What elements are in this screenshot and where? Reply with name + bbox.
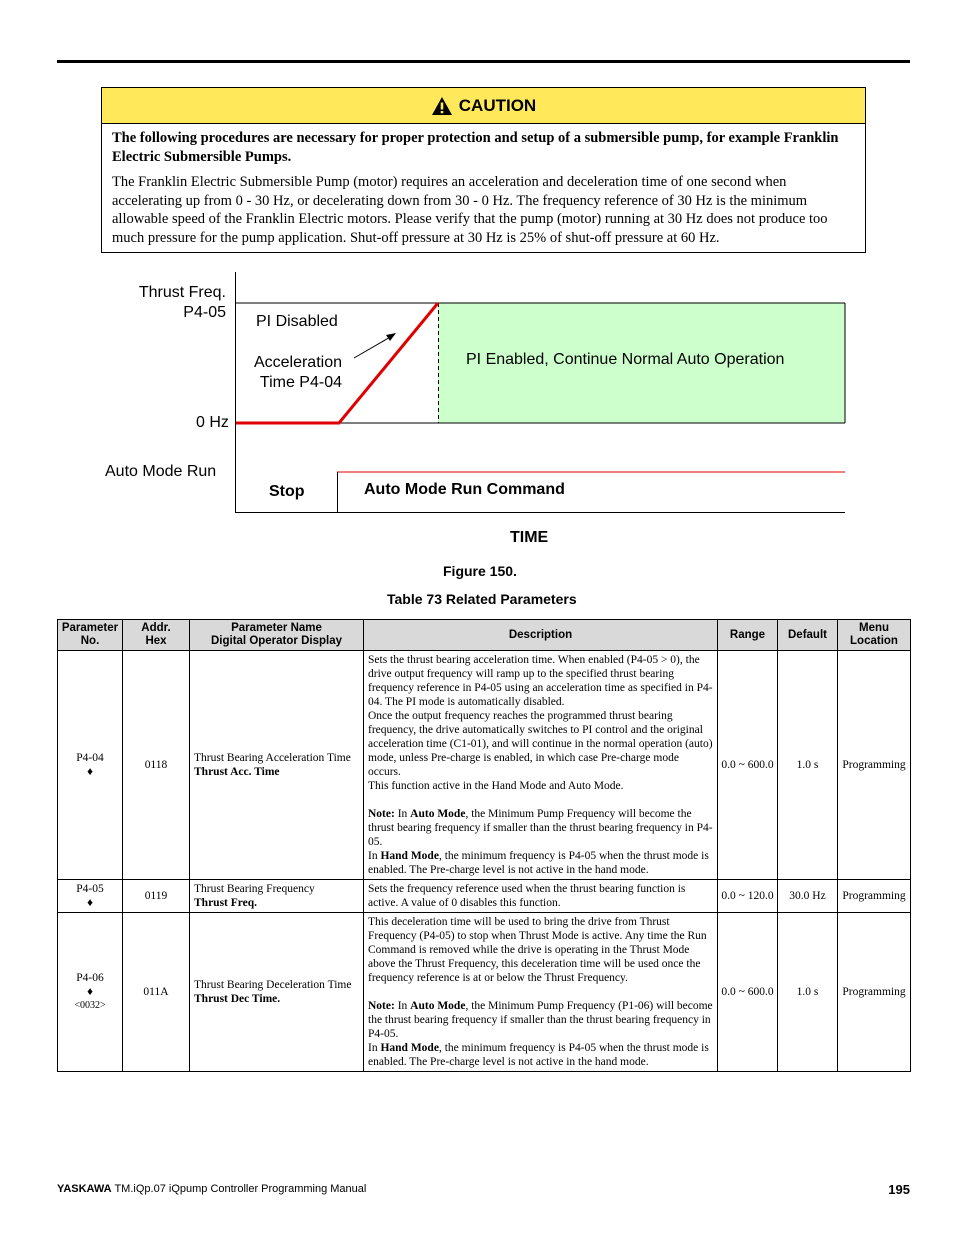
header-param-no: Parameter No. <box>58 620 123 651</box>
accel-time-label-line2: Time P4-04 <box>259 374 342 391</box>
param-no: P4-04 <box>76 752 104 764</box>
addr-cell: 011A <box>123 913 190 1072</box>
operator-display: Thrust Dec Time. <box>194 993 281 1005</box>
table-row <box>58 651 911 880</box>
param-name: Thrust Bearing Frequency <box>194 883 315 895</box>
auto-mode-run-label: Auto Mode Run <box>105 463 217 480</box>
desc-note: Note: In Auto Mode, the Minimum Pump Frequency will become the thrust bearing frequency if smaller than the thrust bearing frequency in P4-05. <box>368 808 713 848</box>
menu-cell: Programming <box>838 913 911 1072</box>
desc-note: Note: In Auto Mode, the Minimum Pump Frequency (P1-06) will become the thrust bearing frequency if smaller than the thrust bearing frequency in P4-05. <box>368 1000 713 1040</box>
addr-cell: 0119 <box>123 880 190 913</box>
default-cell: 1.0 s <box>778 913 838 1072</box>
header-default: Default <box>778 620 838 651</box>
header-addr: Addr. Hex <box>123 620 190 651</box>
thrust-freq-label <box>139 283 226 323</box>
accel-arrow <box>354 336 392 358</box>
pi-disabled-label: PI Disabled <box>256 313 338 330</box>
description-cell <box>364 651 718 880</box>
header-menu: Menu Location <box>838 620 911 651</box>
param-name: Thrust Bearing Deceleration Time <box>194 979 352 991</box>
name-cell <box>190 913 364 1072</box>
desc-hand-mode: In Hand Mode, the minimum frequency is P4-05 when the thrust mode is enabled. The Pre-charge level is not active in the hand mode. <box>368 1042 709 1068</box>
menu-cell: Programming <box>838 651 911 880</box>
thrust-freq-label-line1: Thrust Freq. <box>138 284 226 301</box>
accel-time-label <box>249 353 342 393</box>
range-cell: 0.0 ~ 600.0 <box>718 651 778 880</box>
header-range: Range <box>718 620 778 651</box>
range-cell: 0.0 ~ 600.0 <box>718 913 778 1072</box>
desc-paragraph: Sets the frequency reference used when the thrust bearing function is active. A value of 0 disables this function. <box>368 883 686 909</box>
desc-spacer <box>368 985 713 999</box>
pi-enabled-label: PI Enabled, Continue Normal Auto Operation <box>466 351 785 368</box>
diamond-icon: ♦ <box>87 986 93 998</box>
stop-label: Stop <box>269 483 305 500</box>
desc-hand-mode: In Hand Mode, the minimum frequency is P4-05 when the thrust mode is enabled. The Pre-charge level is not active in the hand mode. <box>368 850 709 876</box>
run-command-label: Auto Mode Run Command <box>364 481 565 498</box>
operator-display: Thrust Acc. Time <box>194 766 280 778</box>
addr-cell: 0118 <box>123 651 190 880</box>
header-name: Parameter Name Digital Operator Display <box>190 620 364 651</box>
thrust-freq-label-line2: P4-05 <box>183 304 226 321</box>
operator-display: Thrust Freq. <box>194 897 258 909</box>
description-cell <box>364 880 718 913</box>
desc-paragraph: Sets the thrust bearing acceleration time. When enabled (P4-05 > 0), the drive output frequency will ramp up to the specified thrust bearing frequency reference in P4-05 using an acceleration time as specified in P4-04. The PI mode is automatically disabled. <box>368 654 713 708</box>
desc-spacer <box>368 793 713 807</box>
menu-cell: Programming <box>838 880 911 913</box>
desc-paragraph: This deceleration time will be used to bring the drive from Thrust Frequency (P4-05) to stop when Thrust Mode is active. Any time the Run Command is removed while the drive is operating in the Thrust Mode above the Thrust Frequency, this deceleration time will be used once the frequency reference is at or below the Thrust Frequency. <box>368 916 707 984</box>
diamond-icon: ♦ <box>87 766 93 778</box>
table-row <box>58 880 911 913</box>
caution-title: CAUTION <box>458 95 537 115</box>
desc-paragraph: This function active in the Hand Mode and Auto Mode. <box>368 780 624 792</box>
range-cell: 0.0 ~ 120.0 <box>718 880 778 913</box>
related-parameters-table <box>57 619 911 1072</box>
param-no: P4-05 <box>76 883 104 895</box>
desc-paragraph: Once the output frequency reaches the programmed thrust bearing frequency, the drive automatically switches to PI control and the original acceleration time (C1-01), and will continue in the normal operation (auto) mode, unless Pre-charge is enabled, in which case Pre-charge mode occurs. <box>368 710 713 778</box>
default-cell: 1.0 s <box>778 651 838 880</box>
param-cell <box>58 913 123 1072</box>
param-cell <box>58 880 123 913</box>
param-no: P4-06 <box>76 972 104 984</box>
description-cell <box>364 913 718 1072</box>
name-cell <box>190 880 364 913</box>
table-header-row <box>58 620 911 651</box>
zero-hz-label: 0 Hz <box>196 414 229 431</box>
name-cell <box>190 651 364 880</box>
default-cell: 30.0 Hz <box>778 880 838 913</box>
param-name: Thrust Bearing Acceleration Time <box>194 752 351 764</box>
diamond-icon: ♦ <box>87 897 93 909</box>
table-row <box>58 913 911 1072</box>
param-cell <box>58 651 123 880</box>
figure-caption: Figure 150. <box>443 563 517 579</box>
param-note: <0032> <box>74 1000 106 1011</box>
footer-manual-title <box>57 1183 366 1195</box>
timing-figure <box>0 0 954 560</box>
footer-brand: YASKAWA <box>57 1183 112 1195</box>
page-number: 195 <box>888 1182 910 1197</box>
accel-arrow-head <box>386 333 396 341</box>
time-axis-label: TIME <box>510 529 549 546</box>
caution-bold-paragraph: The following procedures are necessary for proper protection and setup of a submersible pump, for example Franklin Electric Submersible Pumps. <box>112 130 839 165</box>
accel-time-label-line1: Acceleration <box>253 354 342 371</box>
table-caption: Table 73 Related Parameters <box>387 591 577 607</box>
header-description: Description <box>364 620 718 651</box>
footer-manual: TM.iQp.07 iQpump Controller Programming Manual <box>111 1183 367 1195</box>
caution-paragraph: The Franklin Electric Submersible Pump (motor) requires an acceleration and deceleration time of one second when accelerating up from 0 - 30 Hz, or decelerating down from 30 - 0 Hz. The frequency reference of 30 Hz is the minimum allowable speed of the Franklin Electric motors. Please verify that the pump (motor) running at 30 Hz does not produce too much pressure for the pump application. Shut-off pressure at 30 Hz is 25% of shut-off pressure at 60 Hz. <box>112 174 828 246</box>
